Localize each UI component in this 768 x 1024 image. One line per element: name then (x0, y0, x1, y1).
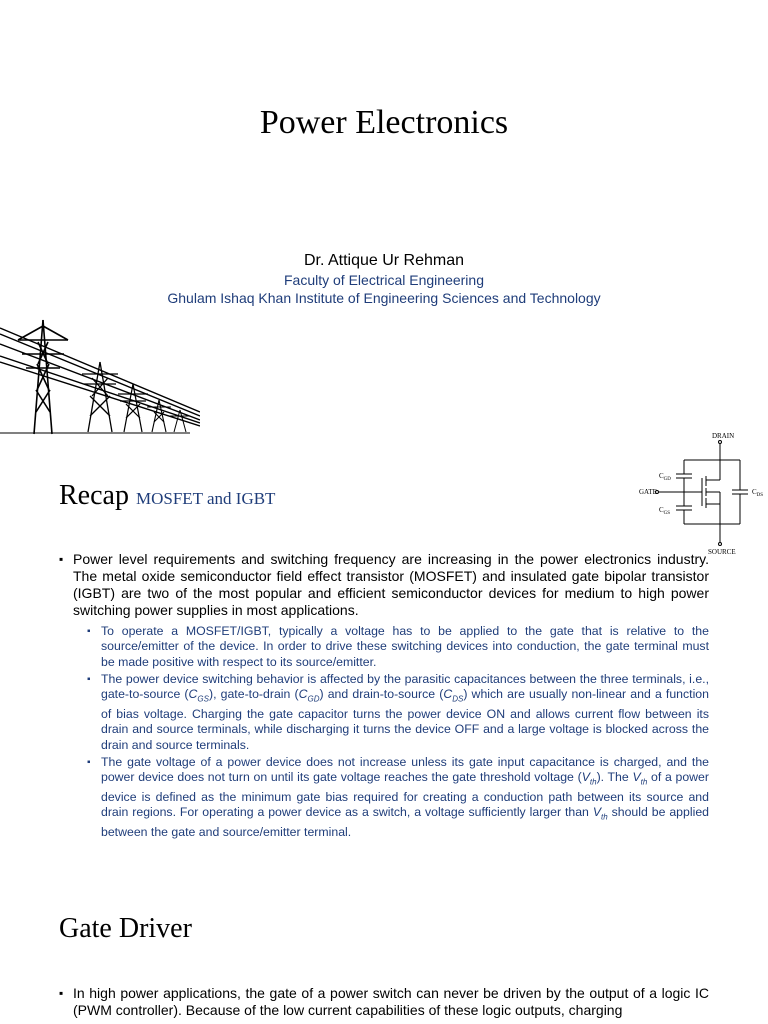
gate-driver-heading: Gate Driver (59, 913, 192, 944)
transmission-towers-illustration (0, 312, 200, 437)
gate-driver-content (59, 985, 709, 1019)
drain-label: DRAIN (712, 432, 735, 440)
affiliation-faculty: Faculty of Electrical Engineering (284, 272, 484, 288)
sub-bullet-2: ▪ The power device switching behavior is affected by the parasitic capacitances between the three terminals, i.e., gate-to-source $(C_{GS})$, gate-to-drain $(C_{GD})$ and drain-to-source $(C_{DS})$ which are usually non-linear and a function of bias voltage. Charging the gate capacitor turns the power device ON and allows current flow between its drain and source terminals, while discharging it turns the device OFF and a large voltage is blocked across the drain and source terminals. (87, 672, 709, 753)
cds-label: $C_{DS}$ (752, 488, 764, 498)
gate-driver-bullet: ▪ In high power applications, the gate of a power switch can never be driven by the output of a logic IC (PWM controller). Because of the low current capabilities of these logic outputs, charging (59, 985, 709, 1019)
sub-bullet-3: ▪ The gate voltage of a power device does not increase unless its gate input capacitance is charged, and the power device does not turn on until its gate voltage reaches the gate threshold voltage $(V_{th})$. The $V_{th}$ of a power device is defined as the minimum gate bias required for creating a conduction path between its source and drain regions. For operating a power device as a switch, a voltage sufficiently larger than $V_{th}$ should be applied between the gate and source/emitter terminal. (87, 755, 709, 840)
recap-bullet: ▪ Power level requirements and switching frequency are increasing in the power electronics industry. The metal oxide semiconductor field effect transistor (MOSFET) and insulated gate bipolar transistor (IGBT) are two of the most popular and efficient semiconductor devices for medium to high power switching power supplies in most applications. (59, 551, 709, 619)
mosfet-capacitance-diagram (630, 430, 768, 558)
author-name: Dr. Attique Ur Rehman (303, 252, 465, 269)
recap-heading (59, 480, 275, 512)
gate-label: GATE (639, 488, 657, 496)
recap-title: Recap (59, 480, 129, 511)
affiliation-institute: Ghulam Ishaq Khan Institute of Engineering Sciences and Technology (167, 290, 601, 306)
recap-content (59, 551, 709, 840)
cgs-label: $C_{GS}$ (659, 506, 671, 516)
sub-bullet-1: ▪ To operate a MOSFET/IGBT, typically a voltage has to be applied to the gate that is relative to the source/emitter of the device. In order to drive these switching devices into conduction, the gate terminal must be made positive with respect to its source/emitter. (87, 624, 709, 670)
source-label: SOURCE (708, 548, 736, 556)
slide-title: Power Electronics (259, 104, 509, 141)
cgd-label: $C_{GD}$ (659, 472, 671, 482)
recap-subtitle: MOSFET and IGBT (135, 489, 276, 508)
